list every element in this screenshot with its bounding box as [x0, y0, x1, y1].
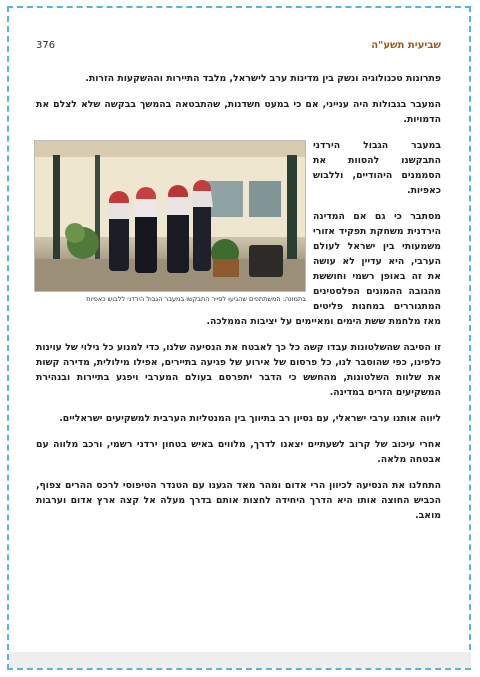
person-2 — [133, 187, 159, 273]
page-number: 376 — [36, 40, 56, 51]
planter — [213, 259, 239, 277]
paragraph-2: המעבר בגבולות היה ענייני, אם כי במעט חשדנות, שהתבטאה בהמשך בבקשה שלא לצלם את הדמויות. — [36, 99, 441, 125]
page — [36, 0, 441, 640]
paragraph-5: זו הסיבה שהשלטונות עבדו קשה כל כך לאבטח את הנסיעה שלנו, כדי למנוע כל גילוי של עוינות כלפינו, כפי שהוסבר לנו, כל פרסום של אירוע של פגיעה בתיירים, אפילו מילולית, מדירה קשות את שלוות השלטונות, מהחשש כי הדבר יתפרסם בעולם המערבי ויפגע בתיירות ובנהירת המשקיעים הזרים במדינה. — [36, 342, 441, 398]
pillar-mid — [95, 155, 100, 275]
person-1 — [107, 191, 131, 271]
paragraph-7: אחרי עיכוב של קרוב לשעתיים יצאנו לדרך, מלווים באיש בטחון ירדני רשמי, ורכב מלווה עם אבטחה מלאה. — [36, 439, 441, 465]
plant-left-top — [65, 223, 85, 243]
paragraph-3: במעבר הגבול הירדני התבקשנו להסוות את הסממנים היהודיים, וללבוש כאפיות. — [313, 140, 441, 196]
header-title: שביעית תשע"ה — [371, 40, 441, 51]
canopy — [35, 141, 305, 157]
border-crossing-photo — [34, 140, 306, 292]
figure — [36, 140, 306, 304]
person-4 — [191, 180, 213, 271]
figure-caption: בתמונה: המשתתפים שהגיעו לסייר התבקשו במעבר הגבול הירדני ללבוש כאפיות — [86, 295, 306, 303]
paragraph-6: ליווה אותנו ערבי ישראלי, עם נסיון רב בתיווך בין המנטליות הערבית למשקיעים ישראליים. — [59, 413, 441, 424]
paragraph-1: פתרונות טכנולוגיה ונשק בין מדינות ערב לישראל, מלבד התיירות וההשקעות הזרות. — [85, 73, 441, 84]
luggage — [249, 245, 283, 277]
paragraph-4: מסתבר כי גם אם המדינה הירדנית משחקת תפקיד אזורי משמעותי בין ישראל לעולם הערבי, היא עדיין לא עושה את זה באופן רשמי וחוששת מהגובה ההמונים הפלסטינים המתגוררים במחנות פליטים מאז מלחמת ששת הימים ומאיימים על יציבות הממלכה. — [206, 211, 441, 327]
bottom-band — [9, 652, 471, 668]
body-text — [36, 71, 441, 534]
window-2 — [249, 181, 281, 217]
person-3 — [165, 185, 191, 273]
photo-illustration — [35, 141, 305, 291]
paragraph-8: התחלנו את הנסיעה לכיוון הרי אדום ומהר מאד הגענו עם הטנדר הטיפוסי לרכס ההרים צפוף, הכביש החוצה אותו היא הדרך היחידה לחצות אותם בדרך מעלה אל קצה ארץ אדום וערבות מואב. — [36, 480, 441, 521]
